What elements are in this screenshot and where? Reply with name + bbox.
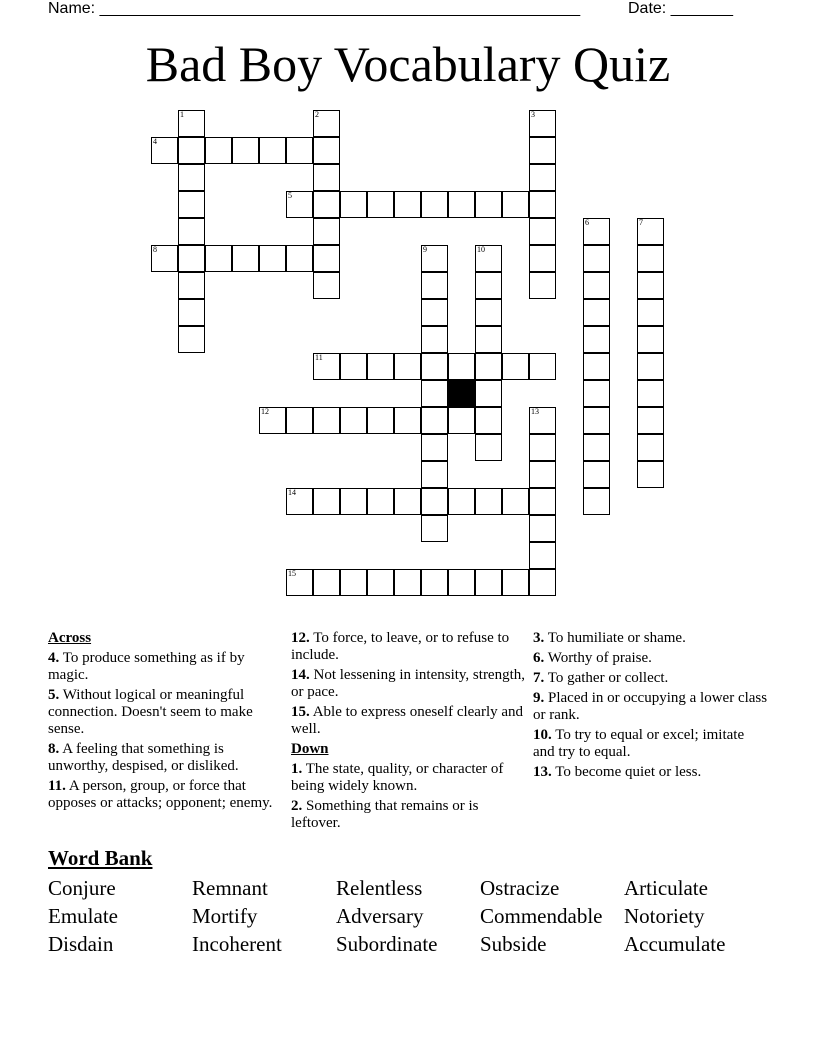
grid-cell[interactable] xyxy=(178,164,205,191)
down-heading: Down xyxy=(291,741,329,757)
grid-cell[interactable] xyxy=(394,407,421,434)
clue-number: 6 xyxy=(585,218,589,227)
word-bank-item: Incoherent xyxy=(192,932,282,956)
grid-cell[interactable] xyxy=(313,407,340,434)
grid-cell[interactable] xyxy=(529,488,556,515)
grid-cell[interactable] xyxy=(151,137,178,164)
grid-cell[interactable] xyxy=(313,272,340,299)
grid-cell[interactable] xyxy=(475,272,502,299)
grid-cell[interactable] xyxy=(529,137,556,164)
grid-cell[interactable] xyxy=(313,110,340,137)
clue-number: 14 xyxy=(288,488,296,497)
grid-cell[interactable] xyxy=(475,488,502,515)
clue-across-5: 5. Without logical or meaningful connection. Doesn't seem to make sense. xyxy=(48,687,253,737)
clue-across-15: 15. Able to express oneself clearly and well. xyxy=(291,704,524,737)
grid-cell[interactable] xyxy=(178,299,205,326)
grid-cell[interactable] xyxy=(313,137,340,164)
clue-down-2: 2. Something that remains or is leftover. xyxy=(291,798,479,831)
clue-number: 13 xyxy=(531,407,539,416)
grid-cell[interactable] xyxy=(421,380,448,407)
word-bank-item: Emulate xyxy=(48,904,118,928)
grid-cell[interactable] xyxy=(286,137,313,164)
clue-number: 10 xyxy=(477,245,485,254)
grid-cell[interactable] xyxy=(583,407,610,434)
grid-cell[interactable] xyxy=(529,434,556,461)
grid-cell[interactable] xyxy=(475,191,502,218)
grid-cell[interactable] xyxy=(637,299,664,326)
grid-cell[interactable] xyxy=(502,353,529,380)
clue-across-8: 8. A feeling that something is unworthy, despised, or disliked. xyxy=(48,741,239,774)
grid-cell[interactable] xyxy=(421,515,448,542)
grid-cell[interactable] xyxy=(529,407,556,434)
word-bank-item: Conjure xyxy=(48,876,116,900)
grid-cell[interactable] xyxy=(421,245,448,272)
grid-cell[interactable] xyxy=(232,137,259,164)
clue-down-3: 3. To humiliate or shame. xyxy=(533,630,686,646)
grid-cell[interactable] xyxy=(394,569,421,596)
grid-cell[interactable] xyxy=(340,407,367,434)
grid-cell[interactable] xyxy=(583,434,610,461)
clue-number: 5 xyxy=(288,191,292,200)
grid-cell[interactable] xyxy=(583,380,610,407)
grid-cell[interactable] xyxy=(475,299,502,326)
clue-across-14: 14. Not lessening in intensity, strength, or pace. xyxy=(291,667,526,700)
grid-cell[interactable] xyxy=(178,191,205,218)
grid-cell[interactable] xyxy=(529,461,556,488)
grid-cell[interactable] xyxy=(529,218,556,245)
grid-cell[interactable] xyxy=(502,569,529,596)
grid-cell[interactable] xyxy=(475,353,502,380)
grid-cell[interactable] xyxy=(340,488,367,515)
grid-cell[interactable] xyxy=(421,434,448,461)
clue-across-11: 11. A person, group, or force that opposes or attacks; opponent; enemy. xyxy=(48,778,273,811)
grid-cell[interactable] xyxy=(583,353,610,380)
grid-cell[interactable] xyxy=(259,137,286,164)
grid-cell[interactable] xyxy=(286,245,313,272)
grid-cell[interactable] xyxy=(421,407,448,434)
grid-cell[interactable] xyxy=(529,272,556,299)
grid-cell[interactable] xyxy=(475,326,502,353)
grid-cell[interactable] xyxy=(421,299,448,326)
grid-cell[interactable] xyxy=(529,353,556,380)
clue-down-1: 1. The state, quality, or character of being widely known. xyxy=(291,761,504,794)
across-heading: Across xyxy=(48,630,92,646)
grid-cell[interactable] xyxy=(286,488,313,515)
grid-cell[interactable] xyxy=(205,245,232,272)
grid-cell[interactable] xyxy=(502,191,529,218)
grid-cell[interactable] xyxy=(394,353,421,380)
name-field-label: Name: ______________________________________________________ xyxy=(48,0,581,17)
grid-cell[interactable] xyxy=(448,569,475,596)
grid-cell[interactable] xyxy=(583,461,610,488)
clue-number: 1 xyxy=(180,110,184,119)
grid-cell[interactable] xyxy=(637,326,664,353)
grid-cell[interactable] xyxy=(313,164,340,191)
word-bank-item: Mortify xyxy=(192,904,258,928)
grid-cell[interactable] xyxy=(259,407,286,434)
grid-cell[interactable] xyxy=(340,191,367,218)
grid-cell[interactable] xyxy=(286,191,313,218)
grid-cell[interactable] xyxy=(475,380,502,407)
clue-down-10: 10. To try to equal or excel; imitate and try to equal. xyxy=(533,727,745,760)
grid-cell[interactable] xyxy=(583,326,610,353)
grid-cell[interactable] xyxy=(286,407,313,434)
grid-cell[interactable] xyxy=(529,569,556,596)
grid-cell[interactable] xyxy=(340,569,367,596)
grid-cell[interactable] xyxy=(637,407,664,434)
clue-number: 8 xyxy=(153,245,157,254)
date-field-label: Date: _______ xyxy=(628,0,733,17)
word-bank-item: Commendable xyxy=(480,904,603,928)
grid-cell[interactable] xyxy=(529,164,556,191)
clue-down-6: 6. Worthy of praise. xyxy=(533,650,652,666)
grid-cell[interactable] xyxy=(421,272,448,299)
clue-number: 4 xyxy=(153,137,157,146)
grid-cell[interactable] xyxy=(367,353,394,380)
grid-cell[interactable] xyxy=(637,380,664,407)
grid-cell[interactable] xyxy=(367,191,394,218)
word-bank-heading: Word Bank xyxy=(48,846,153,870)
grid-cell[interactable] xyxy=(313,218,340,245)
grid-cell[interactable] xyxy=(151,245,178,272)
grid-cell[interactable] xyxy=(421,326,448,353)
grid-cell[interactable] xyxy=(637,461,664,488)
grid-cell[interactable] xyxy=(529,110,556,137)
clue-column-3 xyxy=(533,630,769,784)
grid-cell[interactable] xyxy=(583,272,610,299)
grid-cell[interactable] xyxy=(178,218,205,245)
grid-cell[interactable] xyxy=(583,245,610,272)
grid-cell[interactable] xyxy=(583,299,610,326)
shaded-cell xyxy=(448,380,475,407)
word-bank-item: Remnant xyxy=(192,876,268,900)
page-title: Bad Boy Vocabulary Quiz xyxy=(145,36,671,92)
grid-cell[interactable] xyxy=(583,218,610,245)
grid-cell[interactable] xyxy=(421,191,448,218)
grid-cell[interactable] xyxy=(313,488,340,515)
clue-number: 7 xyxy=(639,218,643,227)
clue-column-1 xyxy=(48,630,284,815)
grid-cell[interactable] xyxy=(313,569,340,596)
grid-cell[interactable] xyxy=(286,569,313,596)
grid-cell[interactable] xyxy=(448,488,475,515)
grid-cell[interactable] xyxy=(367,569,394,596)
grid-cell[interactable] xyxy=(637,218,664,245)
grid-cell[interactable] xyxy=(448,407,475,434)
grid-cell[interactable] xyxy=(448,353,475,380)
grid-cell[interactable] xyxy=(178,326,205,353)
clue-number: 15 xyxy=(288,569,296,578)
grid-cell[interactable] xyxy=(313,245,340,272)
grid-cell[interactable] xyxy=(529,245,556,272)
clue-across-12: 12. To force, to leave, or to refuse to include. xyxy=(291,630,510,663)
clue-column-2 xyxy=(291,630,527,835)
grid-cell[interactable] xyxy=(637,434,664,461)
clue-across-4: 4. To produce something as if by magic. xyxy=(48,650,245,683)
grid-cell[interactable] xyxy=(637,272,664,299)
grid-cell[interactable] xyxy=(367,488,394,515)
word-bank-item: Subordinate xyxy=(336,932,438,956)
word-bank-item: Notoriety xyxy=(624,904,705,928)
grid-cell[interactable] xyxy=(529,515,556,542)
grid-cell[interactable] xyxy=(205,137,232,164)
grid-cell[interactable] xyxy=(637,245,664,272)
word-bank-item: Adversary xyxy=(336,904,424,928)
word-bank-item: Ostracize xyxy=(480,876,560,900)
grid-cell[interactable] xyxy=(421,488,448,515)
grid-cell[interactable] xyxy=(259,245,286,272)
word-bank-item: Accumulate xyxy=(624,932,726,956)
clue-down-9: 9. Placed in or occupying a lower class or rank. xyxy=(533,690,768,723)
grid-cell[interactable] xyxy=(313,353,340,380)
grid-cell[interactable] xyxy=(367,407,394,434)
clue-number: 2 xyxy=(315,110,319,119)
grid-cell[interactable] xyxy=(502,488,529,515)
grid-cell[interactable] xyxy=(475,245,502,272)
grid-cell[interactable] xyxy=(421,353,448,380)
grid-cell[interactable] xyxy=(394,191,421,218)
grid-cell[interactable] xyxy=(637,353,664,380)
word-bank-item: Subside xyxy=(480,932,547,956)
clue-number: 3 xyxy=(531,110,535,119)
word-bank-item: Relentless xyxy=(336,876,423,900)
clue-down-7: 7. To gather or collect. xyxy=(533,670,669,686)
grid-cell[interactable] xyxy=(313,191,340,218)
grid-cell[interactable] xyxy=(583,488,610,515)
grid-cell[interactable] xyxy=(178,272,205,299)
grid-cell[interactable] xyxy=(421,461,448,488)
grid-cell[interactable] xyxy=(475,569,502,596)
grid-cell[interactable] xyxy=(475,407,502,434)
clue-number: 12 xyxy=(261,407,269,416)
grid-cell[interactable] xyxy=(178,245,205,272)
grid-cell[interactable] xyxy=(448,191,475,218)
grid-cell[interactable] xyxy=(529,542,556,569)
word-bank-item: Articulate xyxy=(624,876,708,900)
grid-cell[interactable] xyxy=(394,488,421,515)
grid-cell[interactable] xyxy=(529,191,556,218)
grid-cell[interactable] xyxy=(421,569,448,596)
grid-cell[interactable] xyxy=(178,137,205,164)
word-bank-item: Disdain xyxy=(48,932,114,956)
grid-cell[interactable] xyxy=(340,353,367,380)
clue-down-13: 13. To become quiet or less. xyxy=(533,764,702,780)
grid-cell[interactable] xyxy=(232,245,259,272)
grid-cell[interactable] xyxy=(475,434,502,461)
clue-number: 9 xyxy=(423,245,427,254)
clue-number: 11 xyxy=(315,353,323,362)
grid-cell[interactable] xyxy=(178,110,205,137)
